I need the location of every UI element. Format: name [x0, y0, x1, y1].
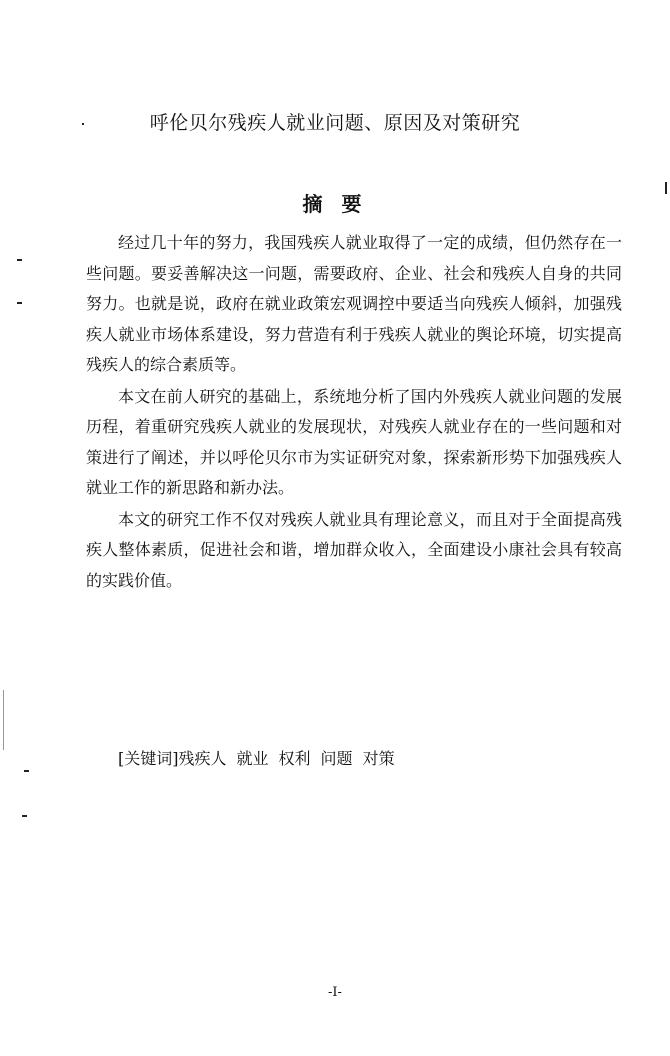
scan-mark — [82, 123, 84, 125]
abstract-paragraph-2: 本文在前人研究的基础上，系统地分析了国内外残疾人就业问题的发展历程，着重研究残疾人就业的发展现状，对残疾人就业存在的一些问题和对策进行了阐述，并以呼伦贝尔市为实证研究对象，探索新形势下加强残疾人就业工作的新思路和新办法。 — [86, 386, 622, 497]
abstract-paragraph-1: 经过几十年的努力，我国残疾人就业取得了一定的成绩，但仍然存在一些问题。要妥善解决这一问题，需要政府、企业、社会和残疾人自身的共同努力。也就是说，政府在就业政策宏观调控中要适当向残疾人倾斜，加强残疾人就业市场体系建设，努力营造有利于残疾人就业的舆论环境，切实提高残疾人的综合素质等。 — [86, 233, 622, 374]
keyword: 对策 — [362, 749, 395, 768]
keywords-line — [86, 744, 622, 774]
scan-mark — [17, 259, 22, 261]
keyword: 问题 — [320, 749, 353, 768]
document-title: 呼伦贝尔残疾人就业问题、原因及对策研究 — [149, 112, 521, 134]
abstract-paragraph-3: 本文的研究工作不仅对残疾人就业具有理论意义，而且对于全面提高残疾人整体素质，促进社会和谐，增加群众收入，全面建设小康社会具有较高的实践价值。 — [86, 509, 622, 590]
scan-mark — [17, 302, 22, 304]
keyword: 权利 — [278, 749, 311, 768]
scan-mark — [3, 690, 4, 750]
keyword: 残疾人 — [178, 749, 227, 768]
abstract-heading: 摘 要 — [302, 192, 368, 216]
abstract-body — [86, 228, 622, 597]
keyword: 就业 — [236, 749, 269, 768]
keywords-label: [关键词] — [118, 749, 179, 768]
scan-mark — [665, 182, 667, 194]
scan-mark — [22, 815, 27, 817]
scan-mark — [24, 770, 29, 772]
page-number: -I- — [328, 985, 342, 1000]
